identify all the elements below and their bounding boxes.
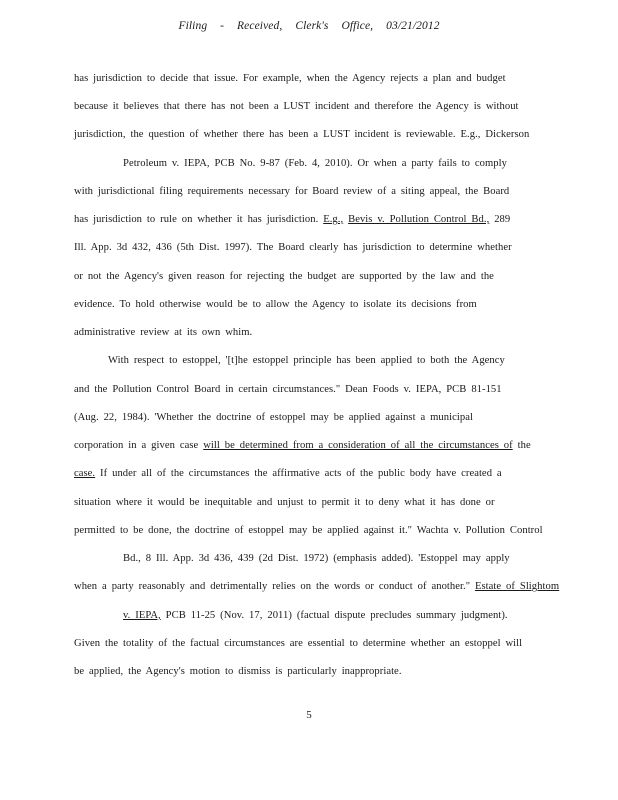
text-line-18: Bd., 8 Ill. App. 3d 436, 439 (2d Dist. 1972) (emphasis added). 'Estoppel may apply (123, 553, 510, 564)
text-line-11: With respect to estoppel, '[t]he estoppel principle has been applied to both the Agency (108, 355, 505, 366)
text-segment: 289 (489, 214, 511, 225)
text-line-3: jurisdiction, the question of whether there has been a LUST incident is reviewable. E.g., Dickerson (74, 129, 530, 140)
text-segment: the (512, 440, 531, 451)
text-line-19 (74, 581, 559, 592)
text-line-21: Given the totality of the factual circumstances are essential to determine whether an estoppel will (74, 638, 523, 649)
text-segment: If under all of the circumstances the affirmative acts of the public body have created a (95, 468, 502, 479)
citation-eg: E.g., (323, 214, 344, 225)
filing-stamp-header (0, 20, 618, 32)
header-received: - Received, (220, 20, 283, 32)
citation-v-iepa: v. IEPA, (123, 610, 161, 621)
page-number: 5 (306, 709, 312, 721)
header-filing: Filing (178, 20, 208, 32)
text-segment: corporation in a given case (74, 440, 204, 451)
text-line-22: be applied, the Agency's motion to dismiss is particularly inappropriate. (74, 666, 402, 677)
header-office: Office, (341, 20, 374, 32)
text-line-15 (74, 468, 502, 479)
text-line-17: permitted to be done, the doctrine of estoppel may be applied against it." Wachta v. Pollution Control (74, 525, 543, 536)
text-line-14 (74, 440, 531, 451)
text-segment: PCB 11-25 (Nov. 17, 2011) (factual dispute precludes summary judgment). (160, 610, 508, 621)
text-line-6 (74, 214, 510, 225)
text-line-20 (123, 610, 508, 621)
text-line-7: Ill. App. 3d 432, 436 (5th Dist. 1997). The Board clearly has jurisdiction to determine whether (74, 242, 512, 253)
text-segment: has jurisdiction to rule on whether it has jurisdiction. (74, 214, 324, 225)
emphasized-case: case. (74, 468, 96, 479)
citation-estate-of-slightom: Estate of Slightom (474, 581, 560, 592)
text-line-5: with jurisdictional filing requirements necessary for Board review of a siting appeal, the Board (74, 186, 510, 197)
header-clerks: Clerk's (295, 20, 329, 32)
text-segment: when a party reasonably and detrimentally relies on the words or conduct of another." (74, 581, 475, 592)
emphasized-phrase: will be determined from a consideration of all the circumstances of (203, 440, 513, 451)
citation-bevis: Bevis v. Pollution Control Bd., (348, 214, 490, 225)
text-line-2: because it believes that there has not been a LUST incident and therefore the Agency is without (74, 101, 519, 112)
text-line-13: (Aug. 22, 1984). 'Whether the doctrine of estoppel may be applied against a municipal (74, 412, 473, 423)
text-line-12: and the Pollution Control Board in certain circumstances." Dean Foods v. IEPA, PCB 81-151 (74, 384, 502, 395)
text-line-10: administrative review at its own whim. (74, 327, 253, 338)
text-line-1: has jurisdiction to decide that issue. For example, when the Agency rejects a plan and budget (74, 73, 506, 84)
text-line-8: or not the Agency's given reason for rejecting the budget are supported by the law and the (74, 271, 494, 282)
text-line-4: Petroleum v. IEPA, PCB No. 9-87 (Feb. 4, 2010). Or when a party fails to comply (123, 158, 507, 169)
header-date: 03/21/2012 (386, 20, 440, 32)
text-line-16: situation where it would be inequitable and unjust to permit it to deny what it has done or (74, 497, 495, 508)
text-line-9: evidence. To hold otherwise would be to allow the Agency to isolate its decisions from (74, 299, 477, 310)
